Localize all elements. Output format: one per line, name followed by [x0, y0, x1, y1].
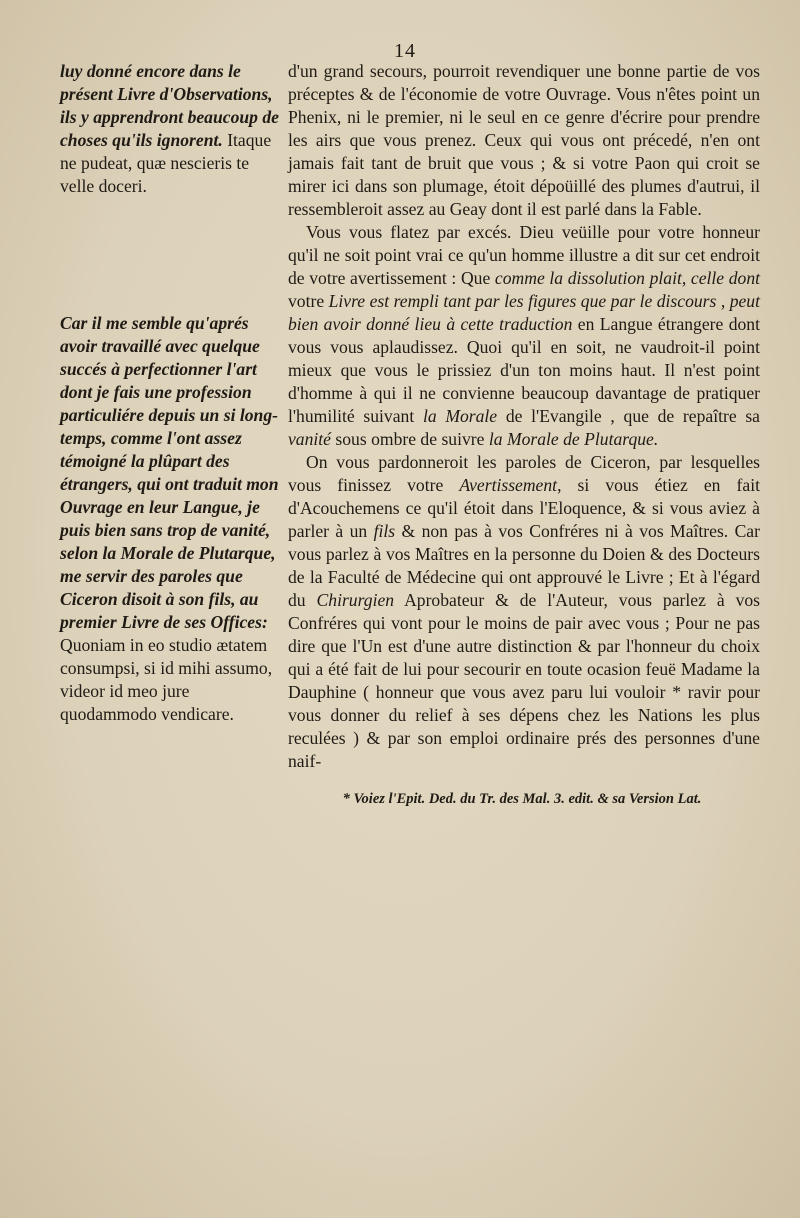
paragraph-1: d'un grand secours, pourroit revendiquer une bonne partie de vos préceptes & de l'économie de votre Ouvrage. Vous n'êtes point un Phenix, ni le premier, ni le seul en ce genre d'écrire pour prendre les airs que vous prenez. Ceux qui vous ont précedé, n'en ont jamais fait tant de bruit que vous ; & si votre Paon qui croit se mirer ici dans son plumage, étoit dépoüillé des plumes d'autrui, il ressembleroit assez au Geay dont il est parlé dans la Fable. [288, 61, 760, 219]
p2-quote: comme la dissolution plait, celle dont [494, 268, 761, 288]
p3-text-d: Aprobateur & de l'Auteur, vous parlez à vos Confréres qui vont pour le moins de pair avec vous ; Pour ne pas dire que l'Un est d'une autre distinction & par l'honneur du choix qui a été fait de lui pour secourir en toute ocasion feuë Madame la Dauphine ( honneur que vous avez paru lui vouloir * ravir pour vous donner du relief à ses dépens chez les Nations les plus reculées ) & par son emploi ordinaire prés des personnes d'une naif- [288, 590, 761, 771]
margin-note-1 [60, 60, 282, 198]
margin-note-2-italic: Car il me semble qu'aprés avoir travaillé avec quelque succés à perfectionner l'art dont je fais une profession particuliére depuis un si long-temps, comme l'ont assez témoigné la plûpart des étrangers, qui ont traduit mon Ouvrage en leur Langue, je puis bien sans trop de vanité, selon la Morale de Plutarque, me servir des paroles que Ciceron disoit à son fils, au premier Livre de ses Offices: [60, 313, 279, 632]
page-number: 14 [394, 40, 416, 62]
p2-morale-plutarque: la Morale de Plutarque. [488, 429, 659, 449]
p2-text-c: en Langue étrangere dont vous vous aplaudissez. Quoi qu'il en soit, ne vaudroit-il point mieux que vous le prissiez d'un ton moins haut. Il n'est point d'homme à qui il ne convienne beaucoup davantage de pratiquer l'humilité suivant [288, 314, 760, 426]
margin-note-1-italic: luy donné encore dans le présent Livre d'Observations, ils y apprendront beaucoup de choses qu'ils ignorent. [60, 61, 279, 150]
margin-note-2 [60, 312, 282, 726]
p3-chirurgien: Chirurgien [316, 590, 395, 610]
margin-note-1-latin: Itaque ne pudeat, quæ nescieris te velle doceri. [60, 130, 272, 196]
paragraph-2 [288, 221, 760, 451]
p2-vanite: vanité [288, 429, 331, 449]
paragraph-3 [288, 451, 760, 773]
p3-text-a: On vous pardonneroit les paroles de Ciceron, par lesquelles vous finissez votre [288, 452, 760, 495]
main-text [288, 60, 760, 773]
p2-text-a: Vous vous flatez par excés. Dieu veüille pour votre honneur qu'il ne soit point vrai ce qu'un homme illustre a dit sur cet endroit de votre avertissement : Que [288, 222, 760, 288]
p2-livre: Livre est rempli tant par les figures que par le discours , peut bien avoir donné lieu à cette traduction [288, 291, 760, 334]
margin-note-2-latin: Quoniam in eo studio ætatem consumpsi, si id mihi assumo, videor id meo jure quodammodo vendicare. [60, 635, 273, 724]
p2-text-d: de l'Evangile , que de repaître sa [505, 406, 760, 426]
p3-text-b: , si vous étiez en fait d'Acouchemens ce qu'il étoit dans l'Eloquence, & si vous aviez à parler à un [288, 475, 760, 541]
p2-text-e: sous ombre de suivre [335, 429, 485, 449]
p2-morale: la Morale [422, 406, 498, 426]
p2-text-b: votre [288, 291, 325, 311]
p3-fils: fils [373, 521, 396, 541]
footnote: * Voiez l'Epit. Ded. du Tr. des Mal. 3. edit. & sa Version Lat. [342, 791, 702, 807]
p3-avertissement: Avertissement [459, 475, 558, 495]
p3-text-c: & non pas à vos Confréres ni à vos Maîtres. Car vous parlez à vos Maîtres en la personne du Doien & des Docteurs de la Faculté de Médecine qui ont approuvé le Livre ; Et à l'égard du [288, 521, 760, 610]
